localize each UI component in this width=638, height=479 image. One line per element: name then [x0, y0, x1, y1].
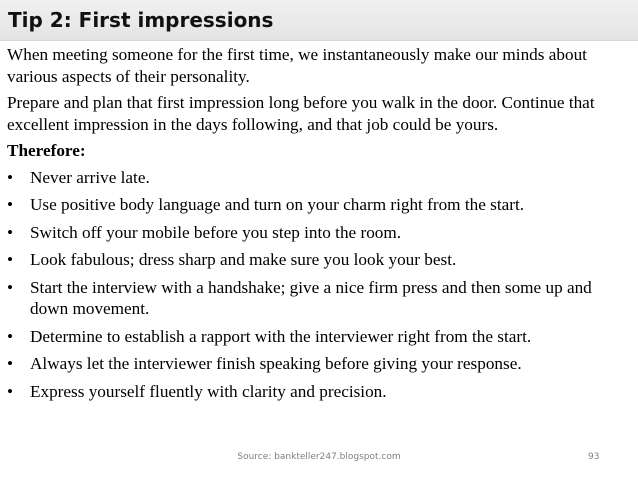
intro-paragraph: When meeting someone for the first time, we instantaneously make our minds about various aspects of their personality. — [7, 45, 587, 86]
prepare-paragraph: Prepare and plan that first impression long before you walk in the door. Continue that excellent impression in the days following, and that job could be yours. — [7, 93, 595, 134]
list-item — [7, 194, 632, 216]
bullet-icon: • — [7, 195, 14, 214]
bullet-icon: • — [7, 167, 14, 187]
list-item-text: Start the interview with a handshake; give a nice firm press and then some up and down movement. — [30, 277, 592, 318]
footer-source: Source: bankteller247.blogspot.com — [237, 452, 401, 462]
page-number: 93 — [588, 452, 600, 462]
list-item-text: Always let the interviewer finish speaking before giving your response. — [30, 354, 522, 373]
list-item — [7, 326, 632, 348]
list-item-text: Express yourself fluently with clarity and precision. — [30, 381, 387, 401]
bullet-icon: • — [7, 381, 14, 401]
bullet-icon: • — [7, 277, 14, 297]
list-item — [7, 167, 632, 189]
list-item-text: Determine to establish a rapport with the interviewer right from the start. — [30, 326, 532, 346]
list-item — [7, 222, 632, 244]
list-item — [7, 381, 632, 403]
list-item — [7, 249, 632, 271]
list-item — [7, 353, 632, 375]
slide-content — [7, 44, 632, 408]
bullet-icon: • — [7, 250, 14, 269]
list-item-text: Switch off your mobile before you step into the room. — [30, 222, 402, 242]
tips-list — [7, 167, 632, 403]
therefore-heading: Therefore: — [7, 141, 86, 160]
bullet-icon: • — [7, 354, 14, 373]
list-item — [7, 277, 632, 320]
bullet-icon: • — [7, 222, 14, 242]
title-bar — [0, 0, 638, 41]
list-item-text: Look fabulous; dress sharp and make sure you look your best. — [30, 250, 457, 269]
bullet-icon: • — [7, 326, 14, 346]
list-item-text: Never arrive late. — [30, 167, 150, 187]
slide-title: Tip 2: First impressions — [8, 8, 274, 32]
list-item-text: Use positive body language and turn on your charm right from the start. — [30, 195, 525, 214]
